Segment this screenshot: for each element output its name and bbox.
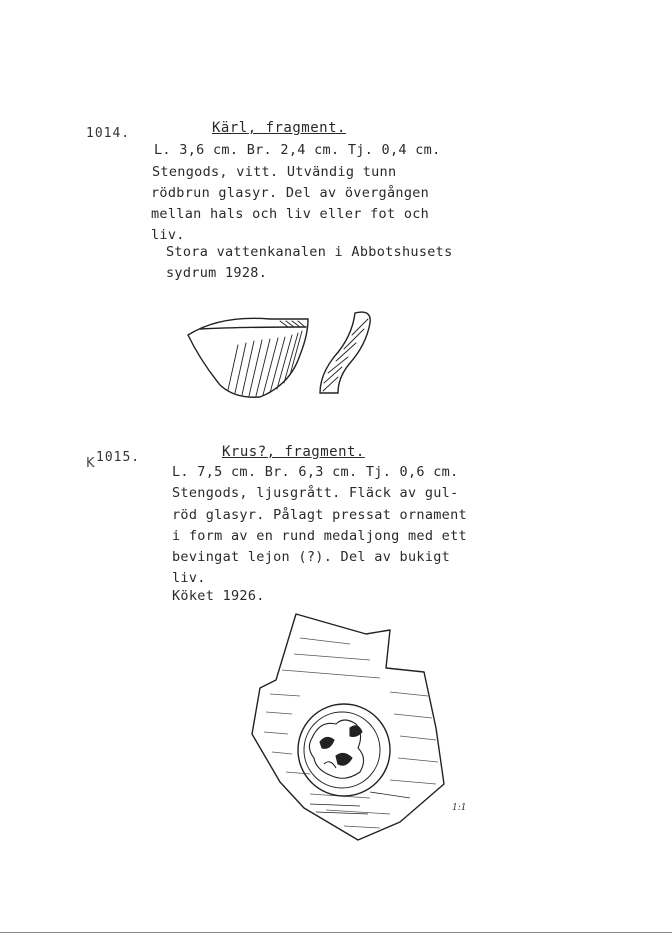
description-line: i form av en rund medaljong med ett — [172, 528, 467, 544]
margin-mark: K — [86, 456, 95, 471]
description-line: rödbrun glasyr. Del av övergången — [151, 185, 430, 201]
description-line: liv. — [151, 227, 185, 243]
description-line: röd glasyr. Pålagt pressat ornament — [172, 507, 467, 523]
description-line: bevingat lejon (?). Del av bukigt — [172, 549, 451, 565]
bottom-edge-line — [0, 932, 672, 933]
description-line: liv. — [172, 570, 206, 586]
entry-title: Krus?, fragment. — [222, 444, 365, 460]
entry-number: 1014. — [86, 126, 131, 141]
entry-number: 1015. — [96, 450, 141, 465]
description-line: Köket 1926. — [172, 588, 265, 604]
fragment-drawing — [180, 305, 380, 405]
description-line: Stora vattenkanalen i Abbotshusets — [166, 244, 453, 260]
fragment-drawing — [240, 608, 460, 848]
description-line: L. 7,5 cm. Br. 6,3 cm. Tj. 0,6 cm. — [172, 464, 459, 480]
description-line: Stengods, vitt. Utvändig tunn — [152, 164, 397, 180]
description-line: mellan hals och liv eller fot och — [151, 206, 430, 222]
entry-title: Kärl, fragment. — [212, 120, 346, 136]
description-line: L. 3,6 cm. Br. 2,4 cm. Tj. 0,4 cm. — [154, 142, 441, 158]
description-line: sydrum 1928. — [166, 265, 268, 281]
scale-label: 1:1 — [452, 803, 467, 813]
description-line: Stengods, ljusgrått. Fläck av gul- — [172, 485, 459, 501]
